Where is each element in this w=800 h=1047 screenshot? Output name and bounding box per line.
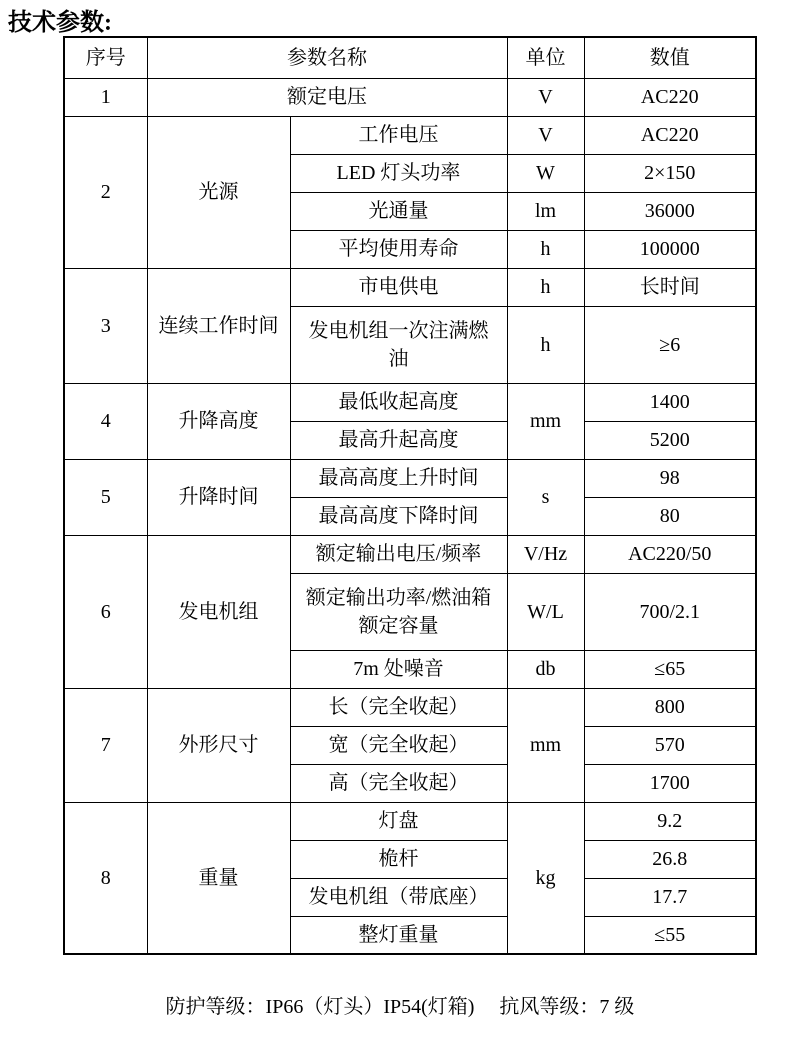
- header-cell-unit: 单位: [507, 37, 584, 78]
- value-cell: AC220/50: [584, 535, 756, 573]
- unit-cell: mm: [507, 688, 584, 802]
- param-name-cell: 高（完全收起）: [290, 764, 507, 802]
- value-cell: 9.2: [584, 802, 756, 840]
- unit-cell: V: [507, 116, 584, 154]
- param-name-cell: 长（完全收起）: [290, 688, 507, 726]
- value-cell: 570: [584, 726, 756, 764]
- table-body: [64, 78, 756, 954]
- unit-cell: kg: [507, 802, 584, 954]
- param-name-cell: 宽（完全收起）: [290, 726, 507, 764]
- param-name-cell: 平均使用寿命: [290, 230, 507, 268]
- value-cell: 2×150: [584, 154, 756, 192]
- param-name-cell: 7m 处噪音: [290, 650, 507, 688]
- value-cell: 98: [584, 459, 756, 497]
- param-name-cell: 最高高度下降时间: [290, 497, 507, 535]
- value-cell: 1400: [584, 383, 756, 421]
- unit-cell: lm: [507, 192, 584, 230]
- unit-cell: s: [507, 459, 584, 535]
- group-name-cell: 升降高度: [147, 383, 290, 459]
- table-row: [64, 459, 756, 497]
- value-cell: 36000: [584, 192, 756, 230]
- unit-cell: W/L: [507, 573, 584, 650]
- unit-cell: W: [507, 154, 584, 192]
- header-cell-value: 数值: [584, 37, 756, 78]
- value-cell: AC220: [584, 116, 756, 154]
- param-name-cell: 最高升起高度: [290, 421, 507, 459]
- param-name-cell: 额定输出功率/燃油箱额定容量: [290, 573, 507, 650]
- param-name-cell: 光通量: [290, 192, 507, 230]
- group-name-cell: 外形尺寸: [147, 688, 290, 802]
- param-name-cell: 整灯重量: [290, 916, 507, 954]
- index-cell: 3: [64, 268, 147, 383]
- unit-cell: h: [507, 306, 584, 383]
- header-cell-index: 序号: [64, 37, 147, 78]
- index-cell: 7: [64, 688, 147, 802]
- unit-cell: V/Hz: [507, 535, 584, 573]
- value-cell: 100000: [584, 230, 756, 268]
- table-row: [64, 535, 756, 573]
- value-cell: 800: [584, 688, 756, 726]
- table-row: [64, 688, 756, 726]
- value-cell: 17.7: [584, 878, 756, 916]
- table-header-row: [64, 37, 756, 78]
- table-row: [64, 116, 756, 154]
- group-name-cell: 连续工作时间: [147, 268, 290, 383]
- unit-cell: h: [507, 268, 584, 306]
- param-name-cell: 发电机组一次注满燃油: [290, 306, 507, 383]
- value-cell: 80: [584, 497, 756, 535]
- param-name-cell: 桅杆: [290, 840, 507, 878]
- value-cell: 1700: [584, 764, 756, 802]
- unit-cell: V: [507, 78, 584, 116]
- value-cell: 长时间: [584, 268, 756, 306]
- index-cell: 1: [64, 78, 147, 116]
- value-cell: ≤55: [584, 916, 756, 954]
- group-name-cell: 重量: [147, 802, 290, 954]
- tech-params-table: [63, 36, 757, 955]
- table-row: [64, 383, 756, 421]
- unit-cell: mm: [507, 383, 584, 459]
- table-row: [64, 268, 756, 306]
- table-row: [64, 78, 756, 116]
- param-name-cell: 最低收起高度: [290, 383, 507, 421]
- footer-note: 防护等级：IP66（灯头）IP54(灯箱) 抗风等级：7 级: [165, 996, 635, 1018]
- group-name-cell: 光源: [147, 116, 290, 268]
- param-name-cell: 额定输出电压/频率: [290, 535, 507, 573]
- value-cell: 700/2.1: [584, 573, 756, 650]
- param-name-cell: 最高高度上升时间: [290, 459, 507, 497]
- unit-cell: h: [507, 230, 584, 268]
- param-name-cell: 发电机组（带底座）: [290, 878, 507, 916]
- header-cell-param-name: 参数名称: [147, 37, 507, 78]
- unit-cell: db: [507, 650, 584, 688]
- index-cell: 8: [64, 802, 147, 954]
- value-cell: ≤65: [584, 650, 756, 688]
- value-cell: ≥6: [584, 306, 756, 383]
- index-cell: 4: [64, 383, 147, 459]
- value-cell: 26.8: [584, 840, 756, 878]
- param-name-cell: 工作电压: [290, 116, 507, 154]
- param-name-cell: LED 灯头功率: [290, 154, 507, 192]
- index-cell: 2: [64, 116, 147, 268]
- value-cell: 5200: [584, 421, 756, 459]
- page-title: 技术参数:: [8, 10, 112, 36]
- param-name-cell: 市电供电: [290, 268, 507, 306]
- param-name-cell: 灯盘: [290, 802, 507, 840]
- group-name-cell: 发电机组: [147, 535, 290, 688]
- table-row: [64, 802, 756, 840]
- param-name-cell: 额定电压: [147, 78, 507, 116]
- index-cell: 5: [64, 459, 147, 535]
- group-name-cell: 升降时间: [147, 459, 290, 535]
- index-cell: 6: [64, 535, 147, 688]
- value-cell: AC220: [584, 78, 756, 116]
